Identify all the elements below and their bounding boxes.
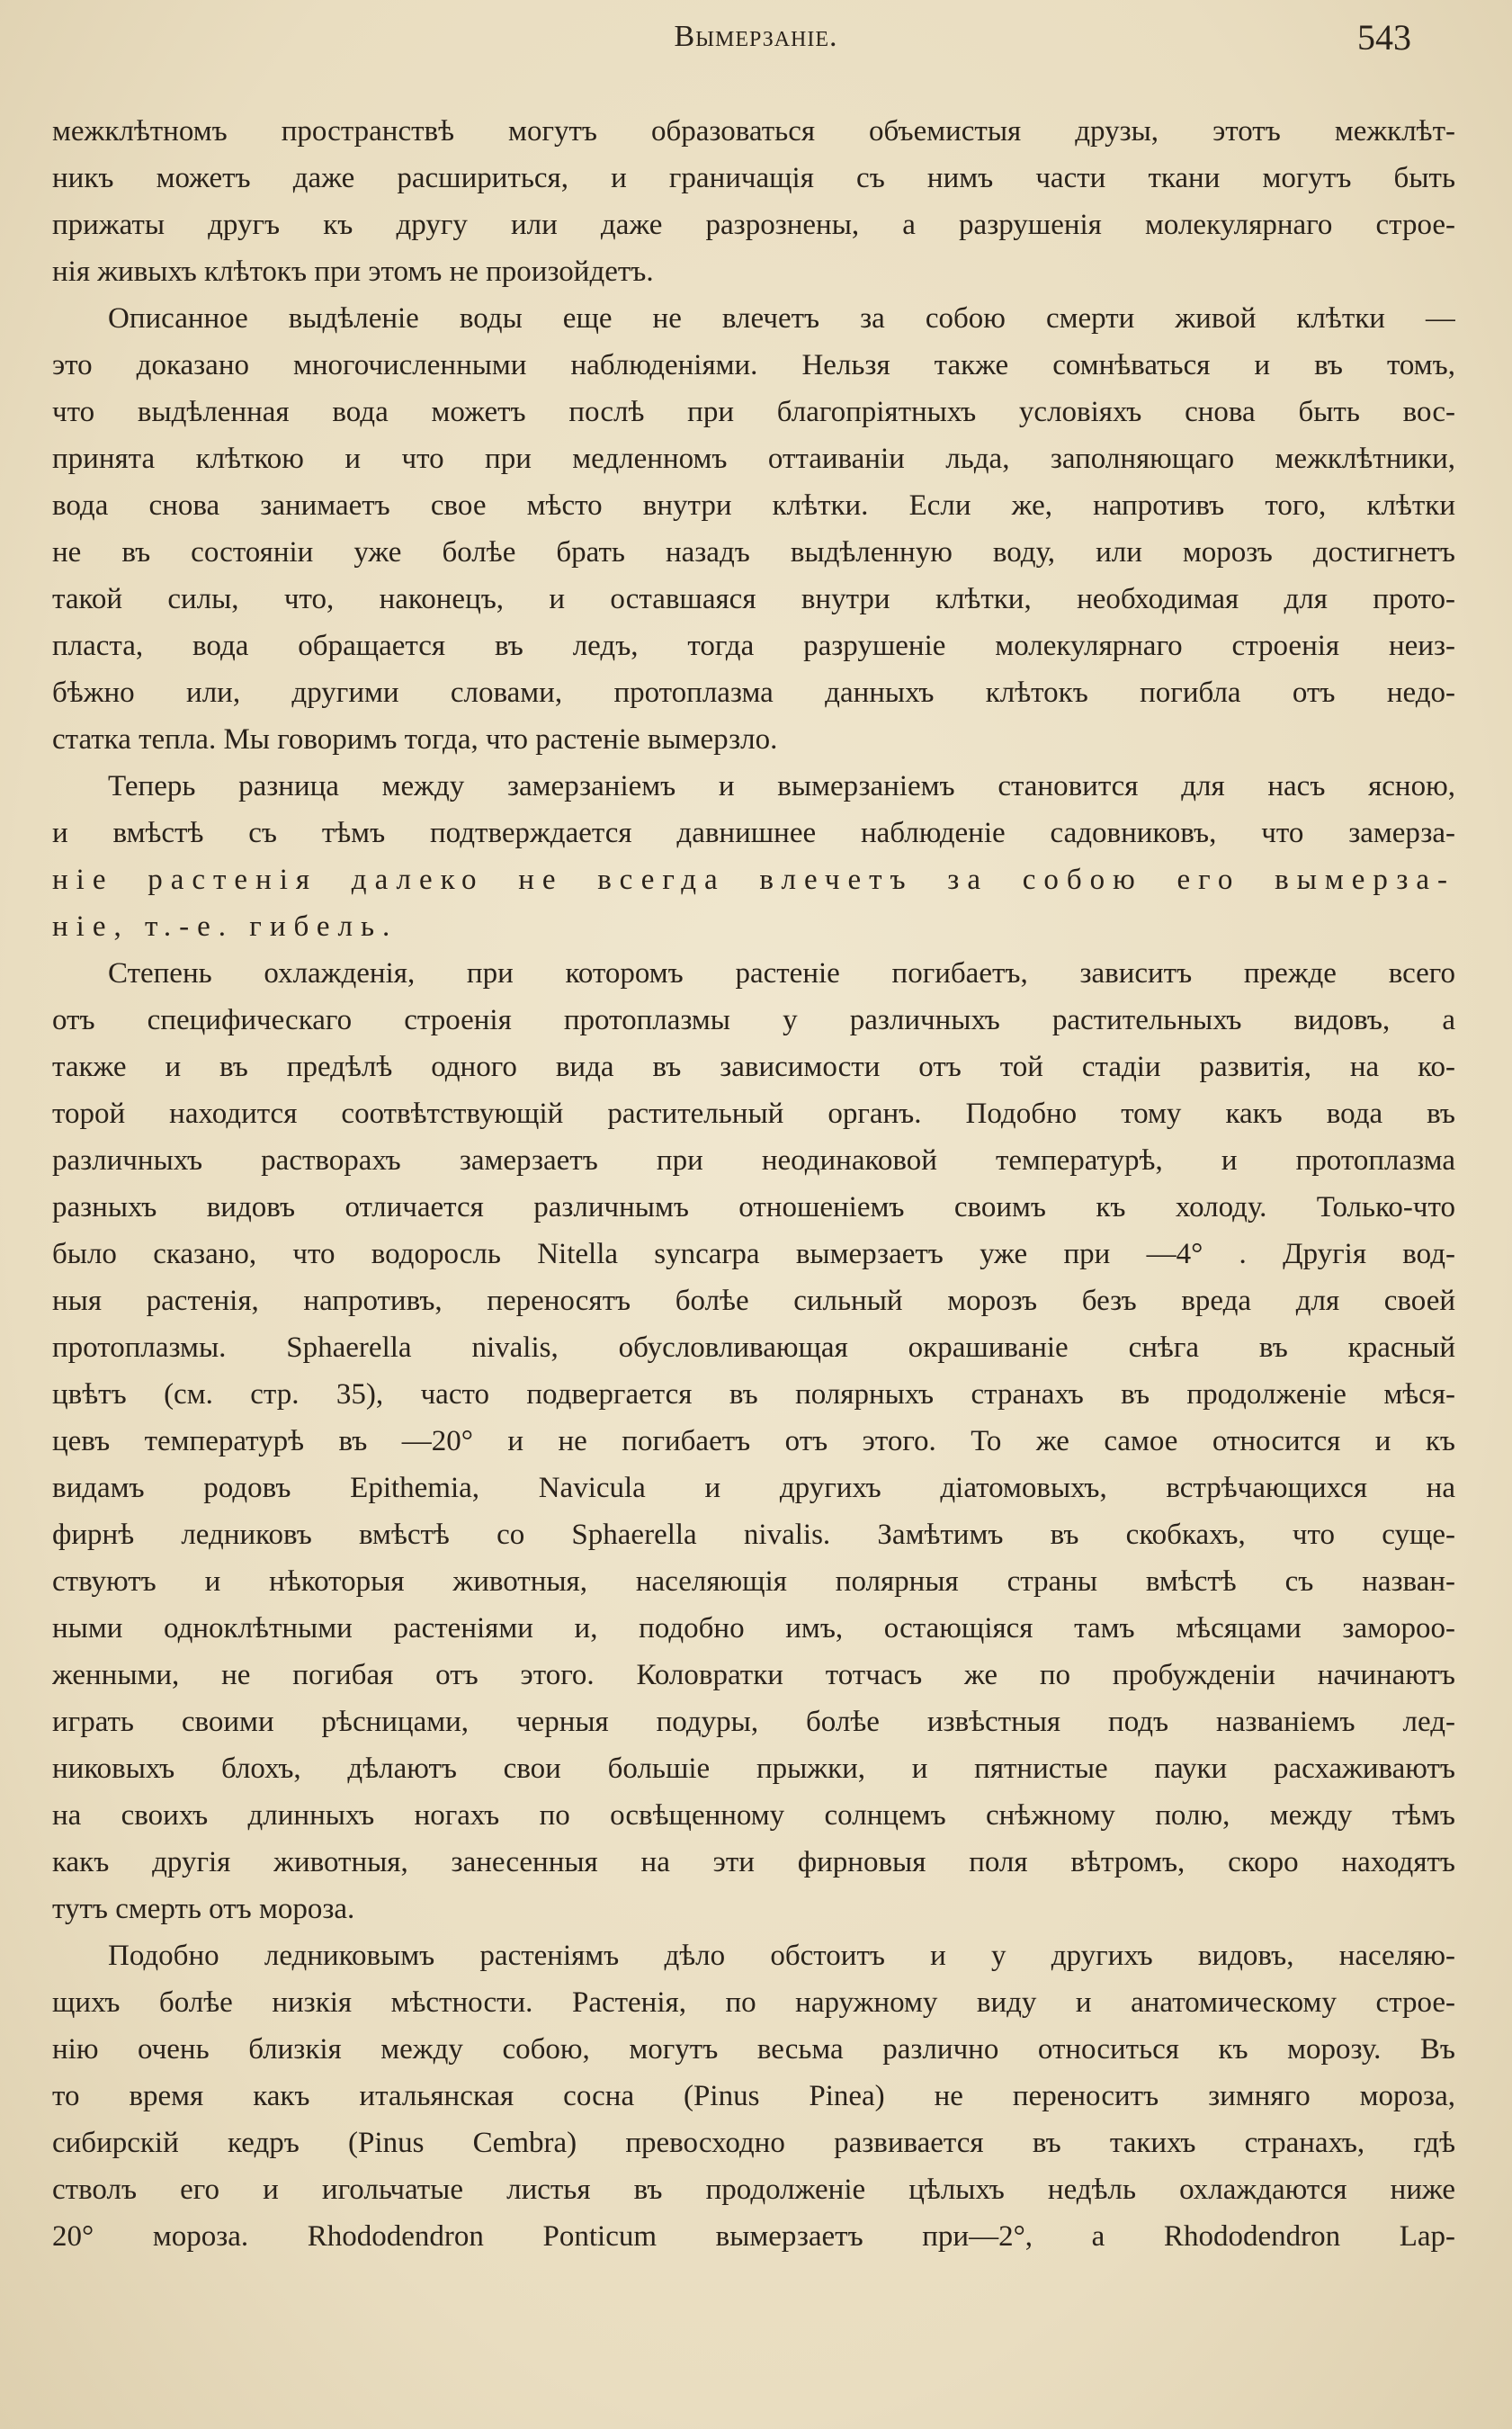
text-line: торой находится соотвѣтствующій растительный органъ. Подобно тому какъ вода въ (52, 1098, 1455, 1130)
text-line: цевъ температурѣ въ —20° и не погибаетъ отъ этого. То же самое относится и къ (52, 1425, 1455, 1457)
text-line: женными, не погибая отъ этого. Коловратки тотчасъ же по пробужденіи начинаютъ (52, 1659, 1455, 1691)
text-line: щихъ болѣе низкія мѣстности. Растенія, по наружному виду и анатомическому строе- (52, 1986, 1455, 2019)
paragraph (52, 763, 1455, 950)
text-line: Подобно ледниковымъ растеніямъ дѣло обстоитъ и у другихъ видовъ, населяю- (108, 1940, 1455, 1972)
text-line: нію очень близкія между собою, могутъ весьма различно относиться къ морозу. Въ (52, 2033, 1455, 2066)
text-line: было сказано, что водоросль Nitella syncarpa вымерзаетъ уже при —4° . Другія вод- (52, 1238, 1455, 1270)
paragraph (52, 108, 1455, 295)
text-line: фирнѣ ледниковъ вмѣстѣ со Sphaerella nivalis. Замѣтимъ въ скобкахъ, что суще- (52, 1519, 1455, 1551)
paragraph (52, 1932, 1455, 2260)
text-line: никъ можетъ даже расшириться, и граничащія съ нимъ части ткани могутъ быть (52, 162, 1455, 194)
text-line: принята клѣткою и что при медленномъ оттаиваніи льда, заполняющаго межклѣтники, (52, 443, 1455, 475)
paragraph (52, 295, 1455, 763)
text-line: прижаты другъ къ другу или даже разрознены, а разрушенія молекулярнаго строе- (52, 209, 1455, 241)
text-line: различныхъ растворахъ замерзаетъ при неодинаковой температурѣ, и протоплазма (52, 1144, 1455, 1177)
text-line: нія живыхъ клѣтокъ при этомъ не произойдетъ. (52, 255, 654, 288)
text-line: бѣжно или, другими словами, протоплазма данныхъ клѣтокъ погибла отъ недо- (52, 677, 1455, 709)
text-line: разныхъ видовъ отличается различнымъ отношеніемъ своимъ къ холоду. Только-что (52, 1191, 1455, 1223)
text-line: ныя растенія, напротивъ, переносятъ болѣе сильный морозъ безъ вреда для своей (52, 1285, 1455, 1317)
text-line: какъ другія животныя, занесенныя на эти фирновыя поля вѣтромъ, скоро находятъ (52, 1846, 1455, 1878)
text-line: Описанное выдѣленіе воды еще не влечетъ за собою смерти живой клѣтки — (108, 302, 1455, 335)
text-line: видамъ родовъ Epithemia, Navicula и другихъ діатомовыхъ, встрѣчающихся на (52, 1472, 1455, 1504)
text-line: никовыхъ блохъ, дѣлаютъ свои большіе прыжки, и пятнистые пауки расхаживаютъ (52, 1752, 1455, 1785)
paragraph (52, 950, 1455, 1932)
text-line: ными одноклѣтными растеніями и, подобно имъ, остающіяся тамъ мѣсяцами замороо- (52, 1612, 1455, 1645)
text-line: ніе, т.-е. гибель. (52, 910, 398, 943)
text-line: 20° мороза. Rhododendron Ponticum вымерзаетъ при—2°, а Rhododendron Lap- (52, 2220, 1455, 2253)
text-line: также и въ предѣлѣ одного вида въ зависимости отъ той стадіи развитія, на ко- (52, 1051, 1455, 1083)
text-line: на своихъ длинныхъ ногахъ по освѣщенному солнцемъ снѣжному полю, между тѣмъ (52, 1799, 1455, 1832)
text-line: это доказано многочисленными наблюденіями. Нельзя также сомнѣваться и въ томъ, (52, 349, 1455, 381)
text-line: статка тепла. Мы говоримъ тогда, что растеніе вымерзло. (52, 723, 778, 756)
text-line: вода снова занимаетъ свое мѣсто внутри клѣтки. Если же, напротивъ того, клѣтки (52, 489, 1455, 522)
text-line: тутъ смерть отъ мороза. (52, 1893, 355, 1925)
running-title: Вымерзаніе. (674, 20, 838, 53)
text-line: ніе растенія далеко не всегда влечетъ за собою его вымерза- (52, 864, 1455, 896)
text-line: играть своими рѣсницами, черныя подуры, болѣе извѣстныя подъ названіемъ лед- (52, 1706, 1455, 1738)
text-line: Степень охлажденія, при которомъ растеніе погибаетъ, зависитъ прежде всего (108, 957, 1455, 990)
text-line: ствуютъ и нѣкоторыя животныя, населяющія полярныя страны вмѣстѣ съ назван- (52, 1565, 1455, 1598)
text-line: что выдѣленная вода можетъ послѣ при благопріятныхъ условіяхъ снова быть вос- (52, 396, 1455, 428)
text-line: стволъ его и игольчатые листья въ продолженіе цѣлыхъ недѣль охлаждаются ниже (52, 2174, 1455, 2206)
text-line: цвѣтъ (см. стр. 35), часто подвергается въ полярныхъ странахъ въ продолженіе мѣся- (52, 1378, 1455, 1411)
text-line: сибирскій кедръ (Pinus Cembra) превосходно развивается въ такихъ странахъ, гдѣ (52, 2127, 1455, 2159)
page-header (54, 11, 1458, 65)
text-line: пласта, вода обращается въ ледъ, тогда разрушеніе молекулярнаго строенія неиз- (52, 630, 1455, 662)
text-line: межклѣтномъ пространствѣ могутъ образоваться объемистыя друзы, этотъ межклѣт- (52, 115, 1455, 148)
text-line: то время какъ итальянская сосна (Pinus Pinea) не переноситъ зимняго мороза, (52, 2080, 1455, 2112)
text-line: не въ состояніи уже болѣе брать назадъ выдѣленную воду, или морозъ достигнетъ (52, 536, 1455, 569)
body-text (52, 108, 1455, 2260)
text-line: такой силы, что, наконецъ, и оставшаяся внутри клѣтки, необходимая для прото- (52, 583, 1455, 615)
page-number: 543 (1357, 17, 1411, 58)
text-line: отъ специфическаго строенія протоплазмы у различныхъ растительныхъ видовъ, а (52, 1004, 1455, 1036)
text-line: и вмѣстѣ съ тѣмъ подтверждается давнишнее наблюденіе садовниковъ, что замерза- (52, 817, 1455, 849)
text-line: Теперь разница между замерзаніемъ и вымерзаніемъ становится для насъ ясною, (108, 770, 1455, 802)
text-line: протоплазмы. Sphaerella nivalis, обусловливающая окрашиваніе снѣга въ красный (52, 1331, 1455, 1364)
